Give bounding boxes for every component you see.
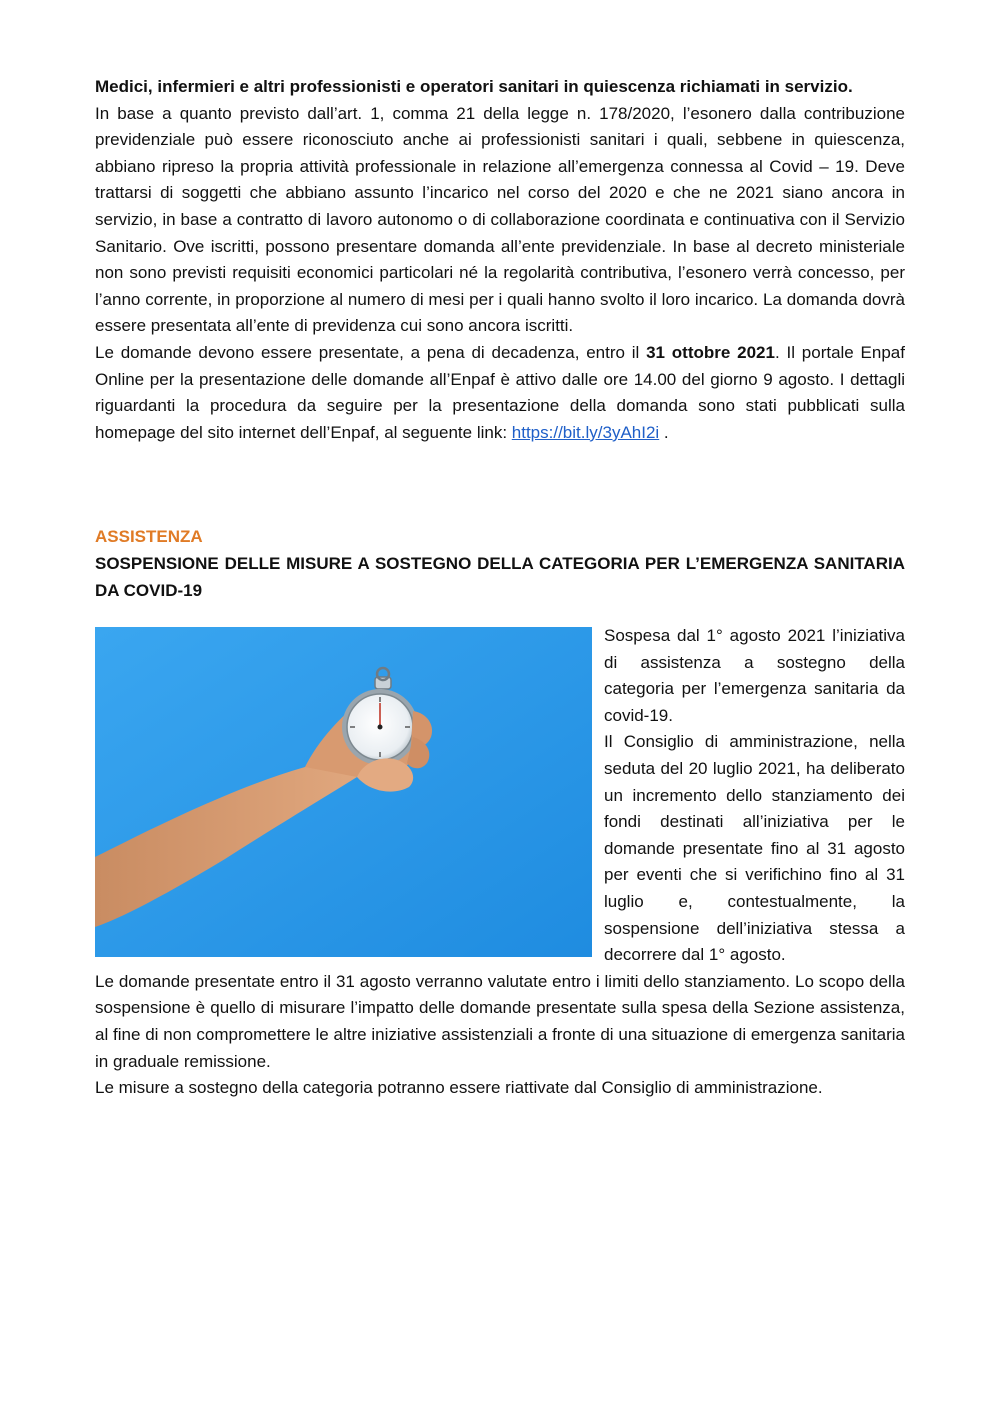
deadline-text-after: . Il portale Enpaf Online per la presentazione delle domande all’Enpaf è attivo dalle ore 14.00 del giorno 9 agosto. I dettagli riguardanti la procedura da seguire per la presentazione della domanda sono stati pubblicati sulla homepage del sito internet dell’Enpaf, al seguente link:: [95, 342, 905, 442]
article-with-image: [95, 623, 905, 1102]
article2-paragraph-reactivation: Le misure a sostegno della categoria potranno essere riattivate dal Consiglio di amministrazione.: [95, 1078, 823, 1098]
deadline-text-before: Le domande devono essere presentate, a pena di decadenza, entro il: [95, 342, 647, 362]
stopwatch-in-hand-image: [95, 627, 592, 957]
enpaf-link[interactable]: https://bit.ly/3yAhI2i: [511, 422, 660, 442]
section-title: SOSPENSIONE DELLE MISURE A SOSTEGNO DELLA CATEGORIA PER L’EMERGENZA SANITARIA DA COVID-19: [95, 553, 905, 600]
deadline-text-end: .: [659, 422, 669, 442]
deadline-date: 31 ottobre 2021: [646, 342, 775, 362]
section-label: ASSISTENZA: [95, 527, 203, 547]
article2-paragraph-evaluation: Le domande presentate entro il 31 agosto verranno valutate entro i limiti dello stanziamento. Lo scopo della sospensione è quello di misurare l’impatto delle domande presentate sulla spesa della Sezione assistenza, al fine di non compromettere le altre iniziative assistenziali a fronte di una situazione di emergenza sanitaria in graduale remissione.: [95, 971, 905, 1071]
article-paragraph-deadline: [95, 340, 905, 446]
article-title: Medici, infermieri e altri professionisti e operatori sanitari in quiescenza richiamati in servizio.: [95, 77, 853, 96]
article2-paragraph-decision: Il Consiglio di amministrazione, nella seduta del 20 luglio 2021, ha deliberato un incremento dello stanziamento dei fondi destinati all’iniziativa per le domande presentate fino al 31 agosto per eventi che si verifichino fino al 31 luglio e, contestualmente, la sospensione dell’iniziativa stessa a decorrere dal 1° agosto.: [604, 732, 905, 965]
stopwatch-illustration: [95, 627, 592, 957]
document-page: [95, 74, 905, 1102]
article2-paragraph-intro: Sospesa dal 1° agosto 2021 l’iniziativa di assistenza a sostegno della categoria per l’emergenza sanitaria da covid-19.: [604, 626, 905, 725]
article-paragraph: In base a quanto previsto dall’art. 1, comma 21 della legge n. 178/2020, l’esonero dalla contribuzione previdenziale può essere riconosciuto anche ai professionisti sanitari i quali, sebbene in quiescenza, abbiano ripreso la propria attività professionale in relazione all’emergenza connessa al Covid – 19. Deve trattarsi di soggetti che abbiano assunto l’incarico nel corso del 2020 e che ne 2021 siano ancora in servizio, in base a contratto di lavoro autonomo o di collaborazione coordinata e continuativa con il Servizio Sanitario. Ove iscritti, possono presentare domanda all’ente previdenziale. In base al decreto ministeriale non sono previsti requisiti economici particolari né la regolarità contributiva, l’esonero verrà concesso, per l’anno corrente, in proporzione al numero di mesi per i quali hanno svolto il loro incarico. La domanda dovrà essere presentata all’ente di previdenza cui sono ancora iscritti.: [95, 103, 905, 336]
